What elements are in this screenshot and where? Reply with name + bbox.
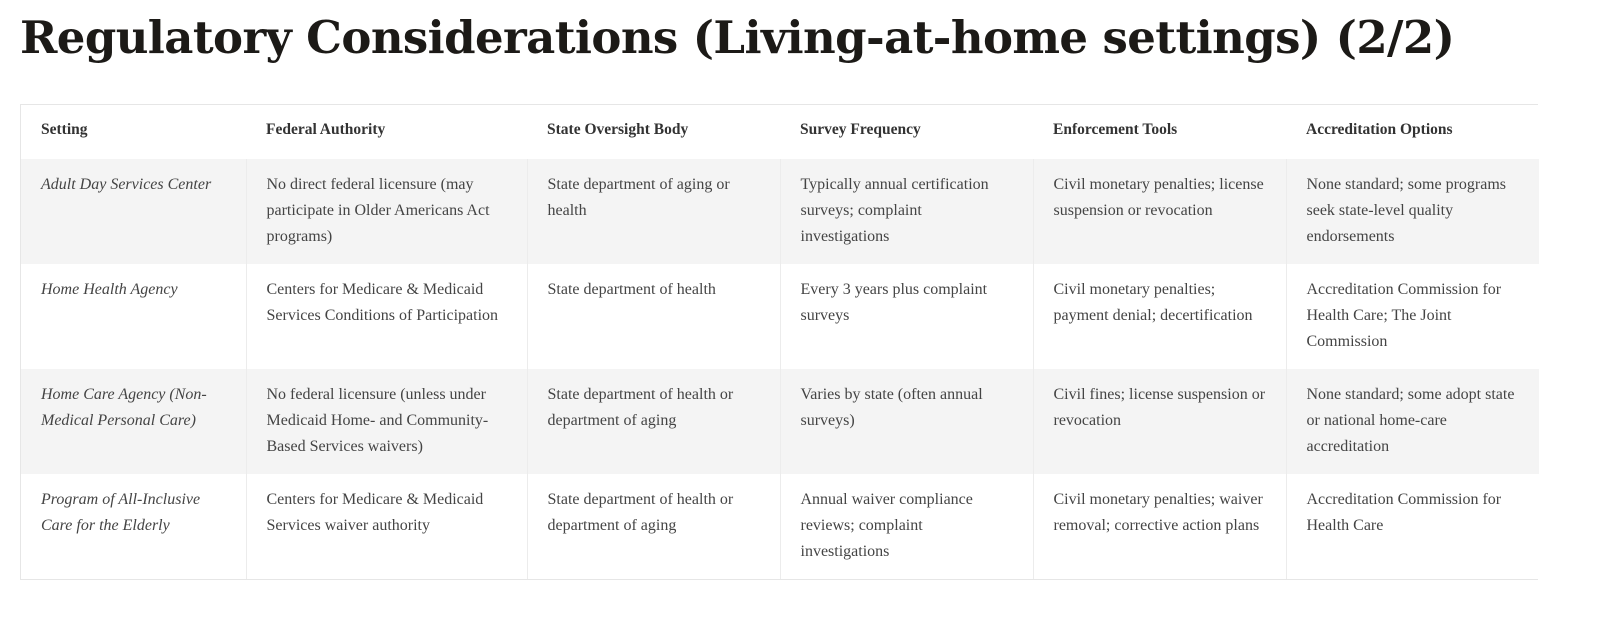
cell-enforcement-tools: Civil fines; license suspension or revocation xyxy=(1033,369,1286,474)
header-setting: Setting xyxy=(21,105,246,159)
regulatory-table xyxy=(21,105,1539,579)
cell-accreditation-options: None standard; some adopt state or national home-care accreditation xyxy=(1286,369,1539,474)
table-row xyxy=(21,369,1539,474)
cell-setting: Adult Day Services Center xyxy=(21,159,246,264)
cell-survey-frequency: Typically annual certification surveys; complaint investigations xyxy=(780,159,1033,264)
header-enforcement-tools: Enforcement Tools xyxy=(1033,105,1286,159)
cell-state-oversight-body: State department of aging or health xyxy=(527,159,780,264)
table-header-row xyxy=(21,105,1539,159)
cell-enforcement-tools: Civil monetary penalties; payment denial; decertification xyxy=(1033,264,1286,369)
cell-setting: Home Health Agency xyxy=(21,264,246,369)
header-accreditation-options: Accreditation Options xyxy=(1286,105,1539,159)
regulatory-table-container xyxy=(20,104,1538,580)
cell-survey-frequency: Varies by state (often annual surveys) xyxy=(780,369,1033,474)
cell-federal-authority: Centers for Medicare & Medicaid Services Conditions of Participation xyxy=(246,264,527,369)
cell-survey-frequency: Annual waiver compliance reviews; complaint investigations xyxy=(780,474,1033,579)
cell-federal-authority: Centers for Medicare & Medicaid Services waiver authority xyxy=(246,474,527,579)
table-row xyxy=(21,474,1539,579)
cell-state-oversight-body: State department of health xyxy=(527,264,780,369)
cell-accreditation-options: None standard; some programs seek state-level quality endorsements xyxy=(1286,159,1539,264)
cell-enforcement-tools: Civil monetary penalties; waiver removal; corrective action plans xyxy=(1033,474,1286,579)
cell-state-oversight-body: State department of health or department of aging xyxy=(527,474,780,579)
cell-federal-authority: No federal licensure (unless under Medicaid Home- and Community-Based Services waivers) xyxy=(246,369,527,474)
cell-federal-authority: No direct federal licensure (may participate in Older Americans Act programs) xyxy=(246,159,527,264)
table-row xyxy=(21,264,1539,369)
table-row xyxy=(21,159,1539,264)
cell-accreditation-options: Accreditation Commission for Health Care xyxy=(1286,474,1539,579)
cell-state-oversight-body: State department of health or department of aging xyxy=(527,369,780,474)
header-federal-authority: Federal Authority xyxy=(246,105,527,159)
cell-setting: Program of All-Inclusive Care for the Elderly xyxy=(21,474,246,579)
header-state-oversight-body: State Oversight Body xyxy=(527,105,780,159)
page-title: Regulatory Considerations (Living-at-home settings) (2/2) xyxy=(20,11,1455,64)
cell-accreditation-options: Accreditation Commission for Health Care; The Joint Commission xyxy=(1286,264,1539,369)
cell-enforcement-tools: Civil monetary penalties; license suspension or revocation xyxy=(1033,159,1286,264)
cell-survey-frequency: Every 3 years plus complaint surveys xyxy=(780,264,1033,369)
header-survey-frequency: Survey Frequency xyxy=(780,105,1033,159)
cell-setting: Home Care Agency (Non-Medical Personal Care) xyxy=(21,369,246,474)
